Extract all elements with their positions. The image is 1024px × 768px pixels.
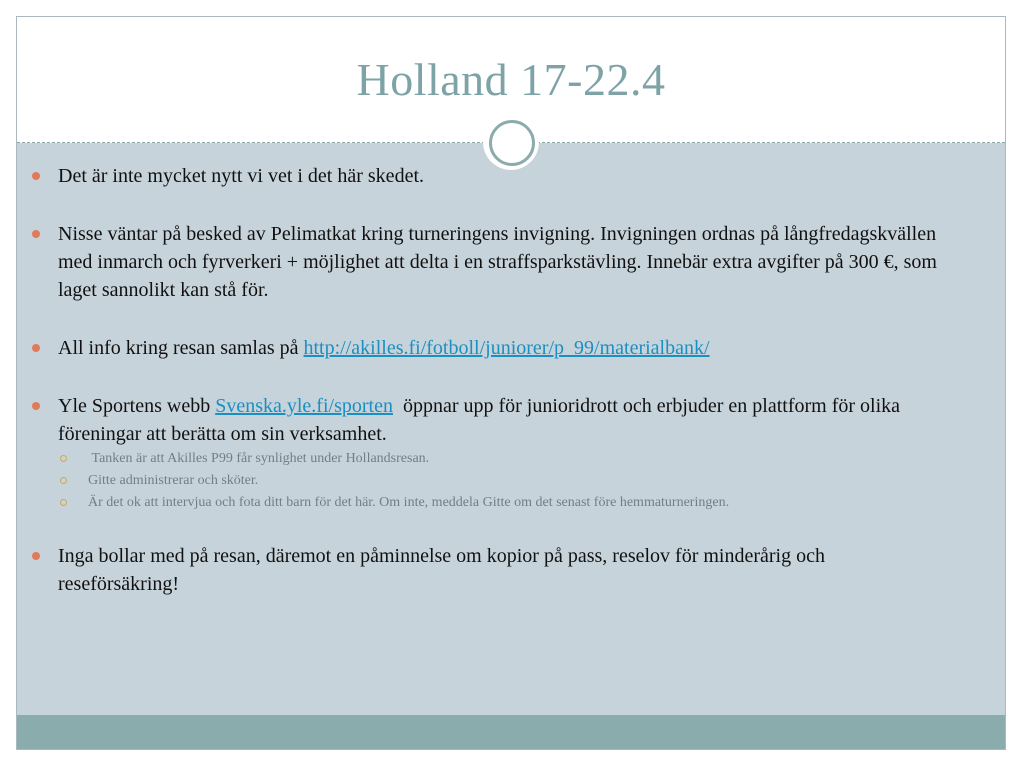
footer-bar — [17, 715, 1005, 750]
yle-sporten-link[interactable]: Svenska.yle.fi/sporten — [215, 395, 393, 417]
bullet-dot-icon — [32, 172, 40, 180]
sub-item-text: Gitte administrerar och sköter. — [88, 473, 259, 488]
bullet-dot-icon — [32, 552, 40, 560]
materialbank-link[interactable]: http://akilles.fi/fotboll/juniorer/p_99/materialbank/ — [303, 337, 710, 359]
sub-bullet-ring-icon — [60, 499, 67, 506]
bullet-text: Nisse väntar på besked av Pelimatkat kring turneringens invigning. Invigningen ordnas på långfredagskvällen med inmarch och fyrverkeri + möjlighet att delta i en straffsparkstävling. Innebär extra avgifter på 300 €, som laget sannolikt kan stå för. — [58, 223, 937, 301]
bullet-text: Det är inte mycket nytt vi vet i det här skedet. — [58, 165, 424, 187]
bullet-item-2 — [30, 220, 950, 304]
sub-bullet-ring-icon — [60, 455, 67, 462]
bullet-dot-icon — [32, 344, 40, 352]
bullet-dot-icon — [32, 402, 40, 410]
bullet-item-5 — [30, 542, 950, 598]
bullet-text-prefix: Yle Sportens webb — [58, 395, 216, 417]
bullet-text-suffix: öppnar upp för junioridrott och erbjuder en plattform för olika föreningar att berätta om sin verksamhet. — [58, 395, 906, 445]
bullet-text: Inga bollar med på resan, däremot en påminnelse om kopior på pass, reselov för minderårig och reseförsäkring! — [58, 545, 825, 595]
slide-title: Holland 17-22.4 — [356, 54, 666, 105]
sub-item-2 — [30, 470, 950, 492]
sub-item-3 — [30, 492, 950, 514]
bullet-dot-icon — [32, 230, 40, 238]
bullet-item-4 — [30, 392, 950, 448]
bullet-list — [30, 162, 950, 598]
sub-item-text: Är det ok att intervjua och fota ditt barn för det här. Om inte, meddela Gitte om det senast före hemmaturneringen. — [88, 495, 730, 510]
sub-bullet-ring-icon — [60, 477, 67, 484]
sub-item-text: Tanken är att Akilles P99 får synlighet under Hollandsresan. — [88, 451, 430, 466]
circle-ornament-icon — [489, 120, 535, 166]
bullet-text-prefix: All info kring resan samlas på — [58, 337, 304, 359]
bullet-item-3 — [30, 334, 950, 362]
bullet-item-1 — [30, 162, 950, 190]
sub-item-1 — [30, 448, 950, 470]
